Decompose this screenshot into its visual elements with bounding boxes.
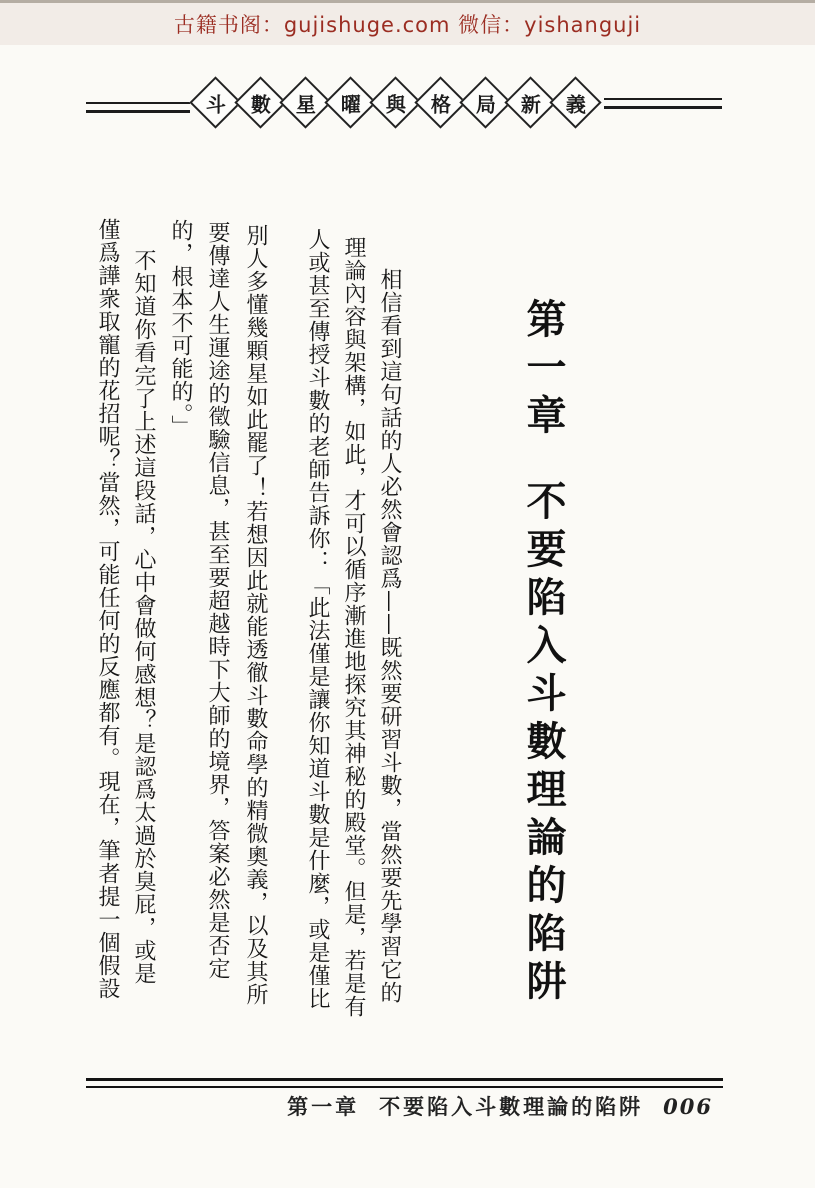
chapter-title: 不要陷入斗數理論的陷阱 (520, 480, 567, 1008)
body-column-1: 相信看到這句話的人必然會認爲——既然要研習斗數，當然要先學習它的 (377, 268, 402, 1004)
header-ornament-band (0, 72, 815, 138)
diamond-character: 數 (250, 92, 271, 116)
diamond-character: 格 (430, 92, 451, 116)
ornament-rule-right (604, 98, 722, 109)
footer-rule (86, 1078, 723, 1088)
body-column-8: 僅爲譁衆取寵的花招呢？當然，可能任何的反應都有。現在，筆者提一個假設 (95, 218, 120, 1000)
diamond-character: 新 (520, 92, 541, 116)
body-column-4: 別人多懂幾顆星如此罷了！若想因此就能透徹斗數命學的精微奧義，以及其所 (243, 224, 268, 1006)
running-footer (287, 1091, 713, 1121)
ornament-rule-left (86, 102, 190, 113)
diamond-character: 曜 (340, 92, 361, 116)
diamond-character: 與 (385, 92, 406, 116)
title-diamond-row (193, 84, 598, 121)
diamond-character: 局 (475, 92, 496, 116)
diamond-character: 義 (565, 92, 586, 116)
footer-page-number: 006 (663, 1094, 713, 1119)
watermark-text: 古籍书阁：gujishuge.com 微信：yishanguji (173, 13, 642, 37)
body-column-6: 的，根本不可能的。」 (168, 219, 193, 438)
footer-chapter-title: 不要陷入斗數理論的陷阱 (379, 1094, 644, 1119)
diamond-seal (549, 76, 601, 128)
footer-chapter-number: 第一章 (287, 1094, 360, 1119)
body-column-3: 人或甚至傳授斗數的老師告訴你：「此法僅是讓你知道斗數是什麼，或是僅比 (305, 228, 330, 1010)
diamond-character: 斗 (205, 92, 226, 116)
chapter-number: 第一章 (520, 298, 567, 442)
body-column-2: 理論內容與架構，如此，才可以循序漸進地探究其神秘的殿堂。但是，若是有 (341, 236, 366, 1018)
diamond-character: 星 (295, 92, 316, 116)
body-column-7: 不知道你看完了上述這段話，心中會做何感想？是認爲太過於臭屁，或是 (131, 249, 156, 985)
body-column-5: 要傳達人生運途的徵驗信息，甚至要超越時下大師的境界，答案必然是否定 (205, 221, 230, 980)
